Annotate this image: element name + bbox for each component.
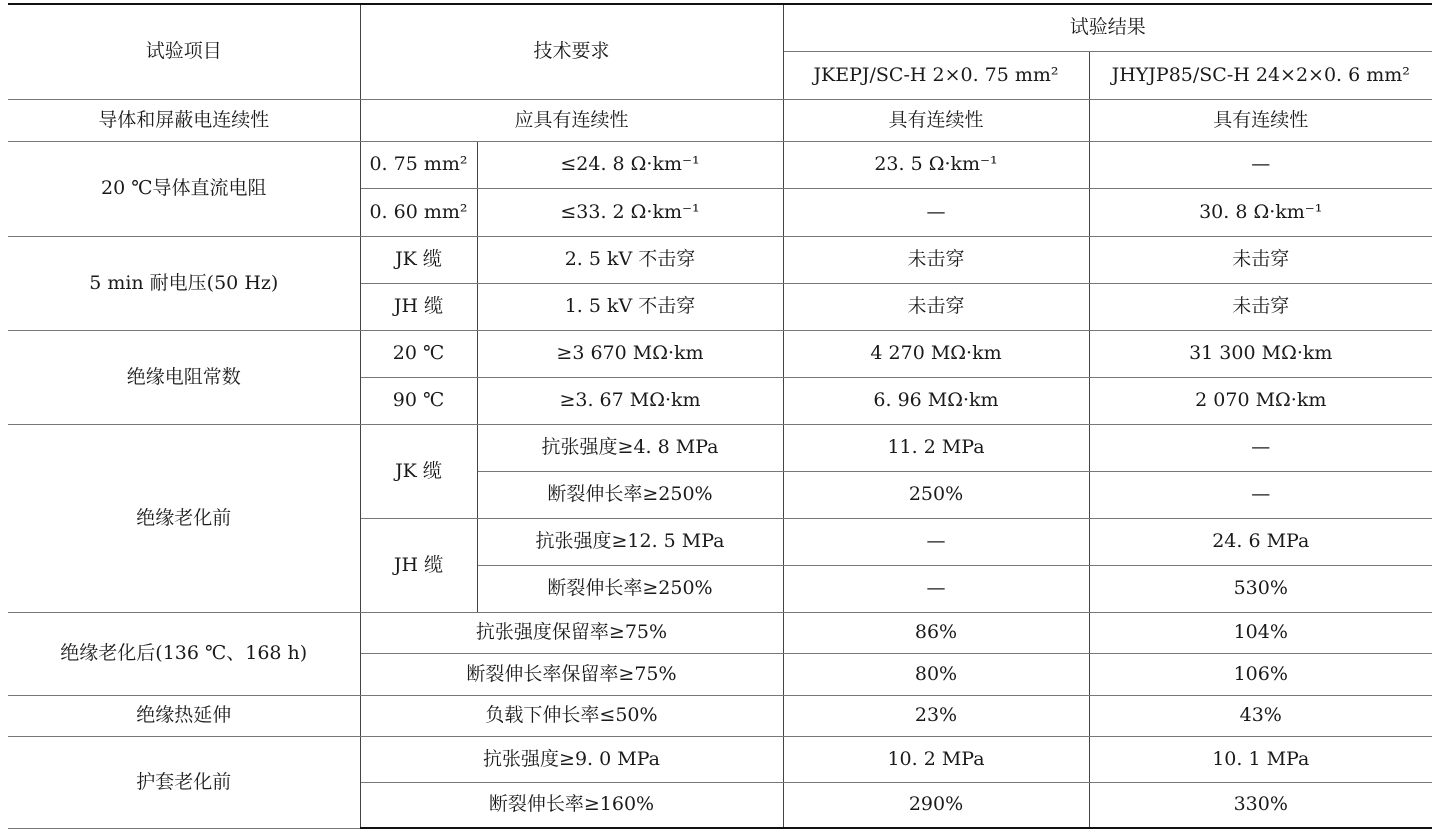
row-result-b: 10. 1 MPa (1089, 736, 1432, 782)
table-row (8, 141, 1432, 188)
row-result-a: 80% (783, 653, 1089, 695)
row-item: 绝缘老化前 (8, 424, 360, 612)
header-row (8, 4, 1432, 51)
row-result-b: 43% (1089, 695, 1432, 736)
header-test-results: 试验结果 (783, 4, 1432, 51)
row-requirement: 2. 5 kV 不击穿 (477, 236, 783, 283)
row-requirement: 1. 5 kV 不击穿 (477, 283, 783, 330)
row-requirement: 断裂伸长率≥250% (477, 565, 783, 612)
row-result-b: — (1089, 471, 1432, 518)
row-subitem: 0. 60 mm² (360, 188, 477, 236)
row-result-a: 4 270 MΩ·km (783, 330, 1089, 377)
row-result-a: 11. 2 MPa (783, 424, 1089, 471)
row-result-b: 未击穿 (1089, 236, 1432, 283)
row-result-b: 具有连续性 (1089, 99, 1432, 141)
row-subitem: 0. 75 mm² (360, 141, 477, 188)
row-item: 绝缘老化后(136 ℃、168 h) (8, 612, 360, 695)
table-row (8, 736, 1432, 782)
row-result-a: 10. 2 MPa (783, 736, 1089, 782)
row-result-a: 86% (783, 612, 1089, 653)
row-subitem: 90 ℃ (360, 377, 477, 424)
header-cable-b: JHYJP85/SC-H 24×2×0. 6 mm² (1089, 51, 1432, 99)
row-subitem: JH 缆 (360, 283, 477, 330)
row-requirement: ≥3 670 MΩ·km (477, 330, 783, 377)
row-result-b: 未击穿 (1089, 283, 1432, 330)
row-result-b: 30. 8 Ω·km⁻¹ (1089, 188, 1432, 236)
row-requirement: 抗张强度≥9. 0 MPa (360, 736, 783, 782)
row-requirement: 断裂伸长率保留率≥75% (360, 653, 783, 695)
row-result-a: — (783, 518, 1089, 565)
table-row (8, 330, 1432, 377)
row-result-a: — (783, 188, 1089, 236)
row-item: 绝缘热延伸 (8, 695, 360, 736)
row-result-a: 未击穿 (783, 283, 1089, 330)
row-result-a: 6. 96 MΩ·km (783, 377, 1089, 424)
row-result-b: 104% (1089, 612, 1432, 653)
row-subitem: 20 ℃ (360, 330, 477, 377)
row-requirement: ≤33. 2 Ω·km⁻¹ (477, 188, 783, 236)
row-result-a: 23. 5 Ω·km⁻¹ (783, 141, 1089, 188)
row-result-a: 23% (783, 695, 1089, 736)
row-requirement: 抗张强度≥4. 8 MPa (477, 424, 783, 471)
header-test-item: 试验项目 (8, 4, 360, 99)
row-item: 导体和屏蔽电连续性 (8, 99, 360, 141)
row-result-b: 2 070 MΩ·km (1089, 377, 1432, 424)
row-result-b: 24. 6 MPa (1089, 518, 1432, 565)
row-item: 护套老化前 (8, 736, 360, 828)
row-result-b: 330% (1089, 782, 1432, 828)
row-result-a: — (783, 565, 1089, 612)
table-row (8, 695, 1432, 736)
row-result-b: — (1089, 424, 1432, 471)
row-requirement: 抗张强度≥12. 5 MPa (477, 518, 783, 565)
row-requirement: ≤24. 8 Ω·km⁻¹ (477, 141, 783, 188)
row-result-a: 290% (783, 782, 1089, 828)
row-subitem: JK 缆 (360, 424, 477, 518)
row-result-a: 250% (783, 471, 1089, 518)
test-results-table (8, 3, 1432, 829)
table-row (8, 236, 1432, 283)
row-result-b: 530% (1089, 565, 1432, 612)
row-result-a: 未击穿 (783, 236, 1089, 283)
row-subitem: JH 缆 (360, 518, 477, 612)
header-cable-a: JKEPJ/SC-H 2×0. 75 mm² (783, 51, 1089, 99)
row-item: 20 ℃导体直流电阻 (8, 141, 360, 236)
row-result-b: 106% (1089, 653, 1432, 695)
row-result-b: 31 300 MΩ·km (1089, 330, 1432, 377)
row-item: 5 min 耐电压(50 Hz) (8, 236, 360, 330)
row-item: 绝缘电阻常数 (8, 330, 360, 424)
row-requirement: 抗张强度保留率≥75% (360, 612, 783, 653)
header-technical-requirement: 技术要求 (360, 4, 783, 99)
row-requirement: ≥3. 67 MΩ·km (477, 377, 783, 424)
row-requirement: 应具有连续性 (360, 99, 783, 141)
table-row (8, 99, 1432, 141)
row-requirement: 断裂伸长率≥250% (477, 471, 783, 518)
row-result-b: — (1089, 141, 1432, 188)
row-result-a: 具有连续性 (783, 99, 1089, 141)
row-subitem: JK 缆 (360, 236, 477, 283)
table-row (8, 612, 1432, 653)
row-requirement: 负载下伸长率≤50% (360, 695, 783, 736)
table-row (8, 424, 1432, 471)
row-requirement: 断裂伸长率≥160% (360, 782, 783, 828)
